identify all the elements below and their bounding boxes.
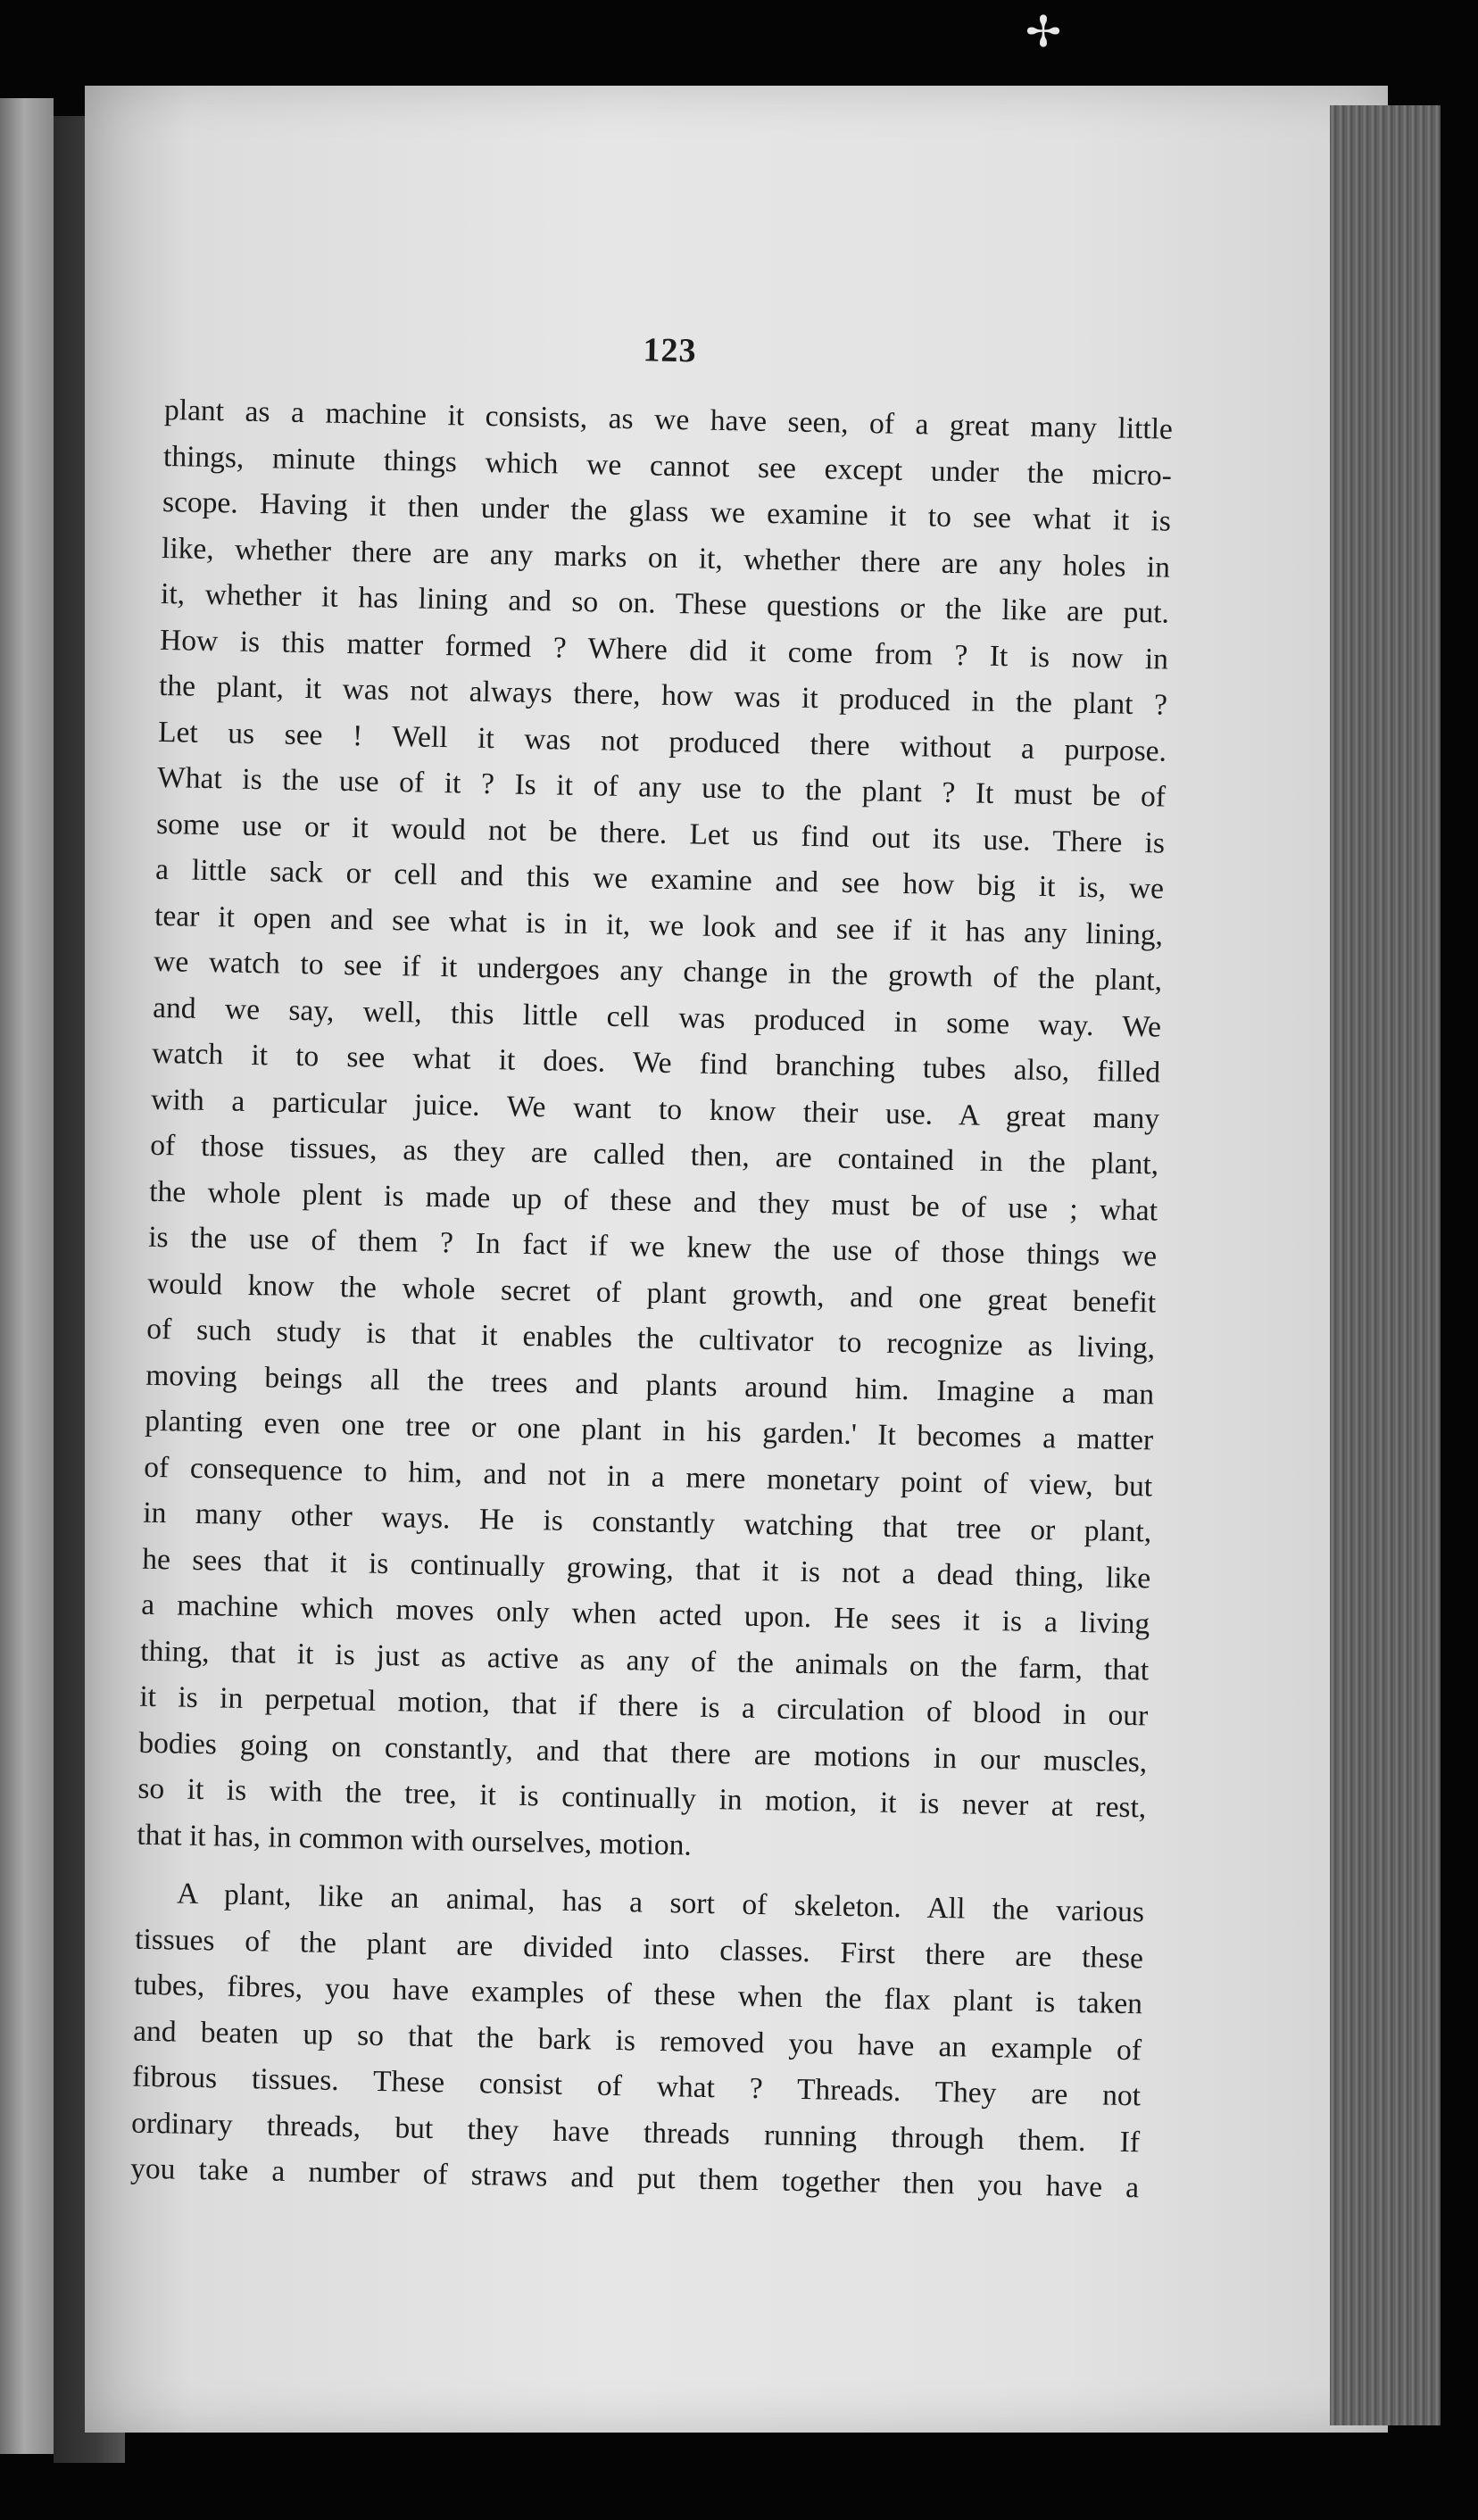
facing-page-edge [0,98,54,2454]
paragraph [130,1870,1145,2211]
text-line: he sees that it is continually growing, that it is not a dead thing, like [142,1542,1151,1595]
text-line: A plant, like an animal, has a sort of skeleton. All the various [176,1877,1145,1929]
text-line: a little sack or cell and this we examine and see how big it is, we [154,852,1165,906]
page-number: 123 [643,331,697,370]
text-line: we watch to see if it undergoes any change in the growth of the plant, [153,944,1163,998]
text-line: fibrous tissues. These consist of what ? Threads. They are not [131,2060,1142,2113]
text-line: planting even one tree or one plant in his garden.' It becomes a matter [144,1404,1154,1457]
text-line: it, whether it has lining and so on. These questions or the like are put. [160,576,1170,630]
text-line: Let us see ! Well it was not produced there without a purpose. [157,715,1167,768]
text-line: ordinary threads, but they have threads running through them. If [130,2106,1141,2159]
text-line: tissues of the plant are divided into classes. First there are these [134,1922,1144,1975]
text-line: bodies going on constantly, and that there are motions in our muscles, [138,1726,1148,1778]
text-line: is the use of them ? In fact if we knew the use of those things we [147,1220,1158,1273]
text-line: and we say, well, this little cell was produced in some way. We [152,991,1162,1044]
corner-mark-icon: ✢ [1025,7,1062,57]
text-line: of those tissues, as they are called then, are contained in the plant, [149,1128,1159,1181]
text-line: so it is with the tree, it is continually in motion, it is never at rest, [137,1771,1147,1825]
page-fore-edge [1330,105,1441,2425]
text-line: the plant, it was not always there, how was it produced in the plant ? [158,668,1168,722]
text-line: tear it open and see what is in it, we look and see if it has any lining, [154,899,1164,952]
text-line: in many other ways. He is constantly watching that tree or plant, [143,1496,1152,1549]
text-line: it is in perpetual motion, that if there is a circulation of blood in our [139,1679,1149,1733]
text-line: watch it to see what it does. We find branching tubes also, filled [151,1036,1161,1090]
page-body [130,387,1174,2211]
text-line: some use or it would not be there. Let us find out its use. There is [155,807,1166,860]
text-line: the whole plent is made up of these and they must be of use ; what [148,1174,1158,1228]
paragraph [137,387,1173,1877]
text-line: with a particular juice. We want to know their use. A great many [150,1082,1160,1136]
text-line: a machine which moves only when acted upon. He sees it is a living [141,1587,1150,1641]
text-line: of such study is that it enables the cultivator to recognize as living, [145,1312,1156,1365]
text-line: What is the use of it ? Is it of any use to the plant ? It must be of [156,760,1167,814]
text-line: tubes, fibres, you have examples of these when the flax plant is taken [133,1968,1143,2021]
text-line: How is this matter formed ? Where did it come from ? It is now in [159,623,1169,676]
text-line: that it has, in common with ourselves, motion. [137,1818,693,1862]
text-line: like, whether there are any marks on it, whether there are any holes in [161,531,1171,584]
text-line: thing, that it is just as active as any of the animals on the farm, that [140,1634,1150,1687]
text-line: things, minute things which we cannot see except under the micro- [162,439,1173,493]
text-line: moving beings all the trees and plants around him. Imagine a man [145,1358,1155,1411]
text-line: plant as a machine it consists, as we have seen, of a great many little [163,393,1174,446]
text-line: and beaten up so that the bark is removed you have an example of [132,2014,1142,2067]
text-line: would know the whole secret of plant growth, and one great benefit [146,1266,1157,1319]
page-text-block [130,321,1175,2211]
text-line: of consequence to him, and not in a mere monetary point of view, but [143,1450,1153,1503]
text-line: you take a number of straws and put them together then you have a [129,2151,1140,2205]
text-line: scope. Having it then under the glass we examine it to see what it is [162,485,1172,538]
